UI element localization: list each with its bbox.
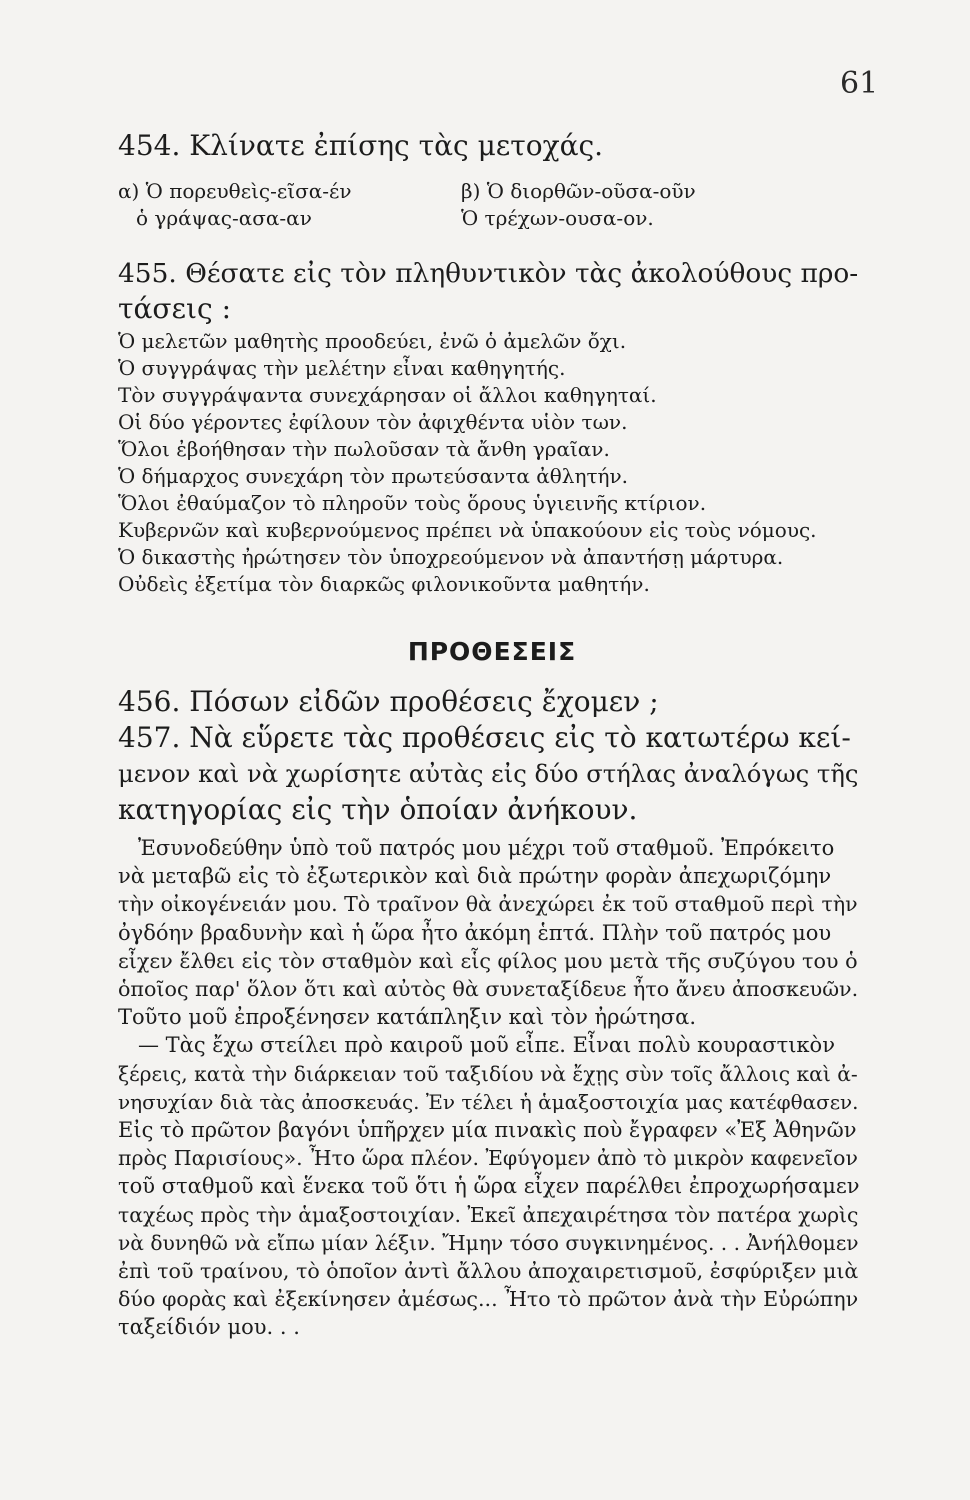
exercise-454-title: 454. Κλίνατε ἐπίσης τὰς μετοχάς.: [118, 129, 604, 162]
passage-line: Εἰς τὸ πρῶτον βαγόνι ὑπῆρχεν μία πινακὶς ποὺ ἔγραφεν «Ἐξ Ἀθηνῶν: [118, 1118, 857, 1143]
passage-line: Τοῦτο μοῦ ἐπροξένησεν κατάπληξιν καὶ τὸν ἠρώτησα.: [118, 1005, 696, 1030]
sentence: Ὅλοι ἐβοήθησαν τὴν πωλοῦσαν τὰ ἄνθη γραῖαν.: [118, 437, 610, 461]
exercise-455-sentences: [118, 328, 866, 598]
row-cell-left: α) Ὁ πορευθεὶς-εῖσα-έν: [118, 179, 352, 203]
row-cell-left: ὁ γράψας-ασα-αν: [136, 206, 312, 230]
passage-line: Ἐσυνοδεύθην ὑπὸ τοῦ πατρός μου μέχρι τοῦ σταθμοῦ. Ἐπρόκειτο: [138, 836, 835, 860]
passage-line: δύο φορὰς καὶ ἐξεκίνησεν ἀμέσως... Ἦτο τὸ πρῶτον ἀνὰ τὴν Εὐρώπην: [118, 1287, 859, 1312]
exercise-457-passage: [118, 834, 866, 1342]
passage-line: — Τὰς ἔχω στείλει πρὸ καιροῦ μοῦ εἶπε. Εἶναι πολὺ κουραστικὸν: [138, 1033, 835, 1058]
sentence: Κυβερνῶν καὶ κυβερνούμενος πρέπει νὰ ὑπακούουν εἰς τοὺς νόμους.: [118, 518, 817, 542]
section-heading: [118, 632, 866, 672]
exercise-457-line: κατηγορίας εἰς τὴν ὁποίαν ἀνήκουν.: [118, 793, 638, 826]
row-cell-right: Ὁ τρέχων-ουσα-ον.: [461, 206, 654, 230]
passage-line: τὴν οἰκογένειάν μου. Τὸ τραῖνον θὰ ἀνεχώρει ἐκ τοῦ σταθμοῦ περὶ τὴν: [118, 892, 858, 917]
sentence: Ὁ μελετῶν μαθητὴς προοδεύει, ἐνῶ ὁ ἀμελῶν ὄχι.: [118, 329, 627, 353]
exercise-455-title-line: 455. Θέσατε εἰς τὸν πληθυντικὸν τὰς ἀκολούθους προ-: [118, 258, 859, 289]
sentence: Ὅλοι ἐθαύμαζον τὸ πληροῦν τοὺς ὅρους ὑγιεινῆς κτίριον.: [118, 491, 707, 515]
section-title: ΠΡΟΘΕΣΕΙΣ: [407, 637, 577, 666]
row-cell-right: β) Ὁ διορθῶν-οῦσα-οῦν: [461, 179, 696, 203]
sentence: Οὐδεὶς ἐξετίμα τὸν διαρκῶς φιλονικοῦντα μαθητήν.: [118, 572, 650, 596]
passage-line: ἐπὶ τοῦ τραίνου, τὸ ὁποῖον ἀντὶ ἄλλου ἀποχαιρετισμοῦ, ἐσφύριξεν μιὰ: [118, 1259, 859, 1284]
passage-line: ταχέως πρὸς τὴν ἁμαξοστοιχίαν. Ἐκεῖ ἀπεχαιρέτησα τὸν πατέρα χωρὶς: [118, 1202, 859, 1227]
sentence: Οἱ δύο γέροντες ἐφίλουν τὸν ἀφιχθέντα υἱὸν των.: [118, 410, 628, 434]
exercise-454-rows: [118, 178, 866, 232]
passage-line: ταξείδιόν μου. . .: [118, 1315, 300, 1340]
passage-line: πρὸς Παρισίους». Ἦτο ὥρα πλέον. Ἐφύγομεν ἀπὸ τὸ μικρὸν καφενεῖον: [118, 1146, 858, 1171]
exercise-457-line: 457. Νὰ εὕρετε τὰς προθέσεις εἰς τὸ κατωτέρω κεί-: [118, 721, 851, 754]
sentence: Ὁ δήμαρχος συνεχάρη τὸν πρωτεύσαντα ἀθλητήν.: [118, 464, 629, 488]
exercise-455-title-line: τάσεις :: [118, 292, 232, 325]
passage-line: ὁποῖος παρ' ὅλον ὅτι καὶ αὐτὸς θὰ συνεταξίδευε ἦτο ἄνευ ἀποσκευῶν.: [118, 977, 859, 1002]
exercise-456: [118, 684, 866, 720]
exercise-457: [118, 720, 866, 828]
passage-line: νὰ μεταβῶ εἰς τὸ ἐξωτερικὸν καὶ διὰ πρώτην φορὰν ἀπεχωριζόμην: [118, 864, 832, 889]
passage-line: ὀγδόην βραδυνὴν καὶ ἡ ὥρα ἦτο ἀκόμη ἑπτά. Πλὴν τοῦ πατρός μου: [118, 920, 832, 945]
exercise-454-row: [118, 205, 866, 232]
passage-line: νησυχίαν διὰ τὰς ἀποσκευάς. Ἐν τέλει ἡ ἁμαξοστοιχία μας κατέφθασεν.: [118, 1089, 859, 1114]
exercise-456-question: 456. Πόσων εἰδῶν προθέσεις ἔχομεν ;: [118, 685, 659, 718]
page-number: 61: [840, 66, 879, 101]
exercise-454: [118, 128, 866, 164]
passage-line: εἶχεν ἔλθει εἰς τὸν σταθμὸν καὶ εἷς φίλος μου μετὰ τῆς συζύγου του ὁ: [118, 948, 858, 973]
passage-line: ξέρεις, κατὰ τὴν διάρκειαν τοῦ ταξιδίου νὰ ἔχῃς σὺν τοῖς ἄλλοις καὶ ἀ-: [118, 1061, 858, 1086]
exercise-455: [118, 256, 866, 326]
exercise-454-row: [118, 178, 866, 205]
sentence: Τὸν συγγράψαντα συνεχάρησαν οἱ ἄλλοι καθηγηταί.: [118, 383, 657, 407]
exercise-457-line: μενον καὶ νὰ χωρίσητε αὐτὰς εἰς δύο στήλας ἀναλόγως τῆς: [118, 759, 859, 788]
sentence: Ὁ δικαστὴς ἠρώτησεν τὸν ὑποχρεούμενον νὰ ἀπαντήσῃ μάρτυρα.: [118, 545, 784, 569]
passage-line: τοῦ σταθμοῦ καὶ ἕνεκα τοῦ ὅτι ἡ ὥρα εἶχεν παρέλθει ἐπροχωρήσαμεν: [118, 1174, 860, 1199]
passage-line: νὰ δυνηθῶ νὰ εἴπω μίαν λέξιν. Ἤμην τόσο συγκινημένος. . . Ἀνήλθομεν: [118, 1230, 859, 1255]
sentence: Ὁ συγγράψας τὴν μελέτην εἶναι καθηγητής.: [118, 356, 566, 380]
